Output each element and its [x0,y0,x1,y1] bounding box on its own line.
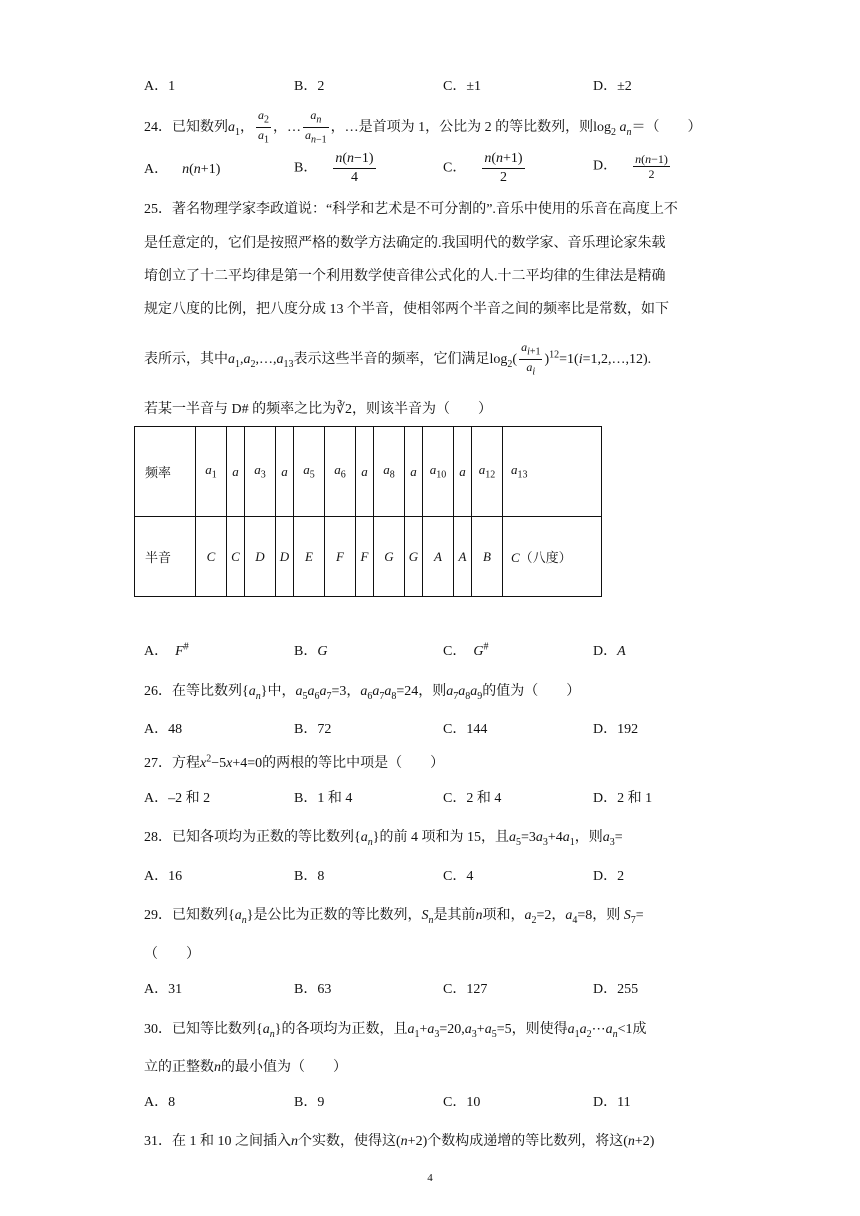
q30-option-d: D．11 [593,1095,631,1110]
q24-stem: 24．已知数列$a_1$， $\frac{a_2}{a_1}$ ，… $\frac{a_n}{a_{n-1}}$ ，…是首项为 1，公比为 2 的等比数列，则$\log_2 a_n=$（ ） [144,108,702,146]
q26-option-d: D．192 [593,722,639,737]
table-cell: a [227,427,245,517]
q29-stem-line-2: （ ） [144,947,200,962]
table-cell: A [454,517,472,597]
table-cell: F [325,517,356,597]
q30-option-a: A．8 [144,1095,176,1110]
q27-stem: 27．方程$x^2-5x+4=0$的两根的等比中项是（ ） [144,753,445,771]
table-cell: G [374,517,405,597]
table-cell: D [245,517,276,597]
page-number: 4 [427,1172,433,1184]
table-cell: G [405,517,423,597]
q27-option-a: A．–2 和 2 [144,791,211,806]
semitone-table [134,426,602,597]
q25-line-3: 堉创立了十二平均律是第一个利用数学使音律公式化的人.十二平均律的生律法是精确 [144,269,666,284]
table-cell: E [294,517,325,597]
table-cell: A [423,517,454,597]
q29-stem: 29．已知数列$\{a_n\}$是公比为正数的等比数列，$S_n$是其前n项和，$a_2=2$，$a_4=8$，则 $S_7=$ [144,908,644,926]
q23-option-b: B．2 [294,79,325,94]
q23-option-d: D．±2 [593,79,632,94]
table-cell: $a_{13}$ [503,427,602,517]
table-cell: C [227,517,245,597]
q27-option-d: D．2 和 1 [593,791,653,806]
q25-option-a: A． F# [144,641,189,659]
q24-text-1: 24．已知数列 [144,120,228,136]
q30-stem: 30．已知等比数列$\{a_n\}$的各项均为正数，且$a_1+a_3=20,a_3+a_5=5$，则使得$a_1a_2\cdots a_n<1$成 [144,1022,647,1040]
row-label-semitone: 半音 [135,517,196,597]
q28-option-c: C．4 [443,869,474,884]
q30-stem-line-2: 立的正整数n的最小值为（ ） [144,1060,347,1075]
q29-option-b: B．63 [294,982,332,997]
q26-option-c: C．144 [443,722,488,737]
table-cell: a [356,427,374,517]
q29-option-a: A．31 [144,982,183,997]
q24-text-3: ＝（ ） [631,120,702,136]
q24-option-b: B． $\frac{n(n-1)}{4}$ [294,151,374,185]
table-cell: B [472,517,503,597]
table-cell: $a_{10}$ [423,427,454,517]
table-cell: C [196,517,227,597]
table-cell: $a_{12}$ [472,427,503,517]
table-cell: $a_3$ [245,427,276,517]
q25-option-b: B．G [294,644,328,659]
q26-option-a: A．48 [144,722,183,737]
table-cell: $a_5$ [294,427,325,517]
q26-stem: 26．在等比数列$\{a_n\}$中，$a_5a_6a_7=3$，$a_6a_7a_8=24$，则$a_7a_8a_9$的值为（ ） [144,684,581,702]
q29-option-d: D．255 [593,982,639,997]
row-label-frequency: 频率 [135,427,196,517]
q28-option-d: D．2 [593,869,625,884]
table-cell: $a_1$ [196,427,227,517]
q25-line-4: 规定八度的比例，把八度分成 13 个半音，使相邻两个半音之间的频率比是常数，如下 [144,302,669,317]
q31-stem: 31．在 1 和 10 之间插入n个实数，使得这(n+2)个数构成递增的等比数列，将这(n+2) [144,1134,655,1149]
q25-option-d: D．A [593,644,626,659]
q23-option-c: C．±1 [443,79,482,94]
q24-text-2: ，…是首项为 1，公比为 2 的等比数列，则 [330,120,594,136]
q25-line-6: 若某一半音与 D# 的频率之比为∛2，则该半音为（ ） [144,402,493,417]
q27-option-c: C．2 和 4 [443,791,502,806]
table-cell: a [405,427,423,517]
table-cell: a [454,427,472,517]
q26-option-b: B．72 [294,722,332,737]
table-cell: C（八度） [503,517,602,597]
table-cell: $a_8$ [374,427,405,517]
q30-option-c: C．10 [443,1095,481,1110]
q24-option-c: C． $\frac{n(n+1)}{2}$ [443,151,523,185]
table-row [135,517,602,597]
q28-option-b: B．8 [294,869,325,884]
q23-option-a: A．1 [144,79,176,94]
q25-line-5: 表所示，其中$a_1,a_2,\dots,a_{13}$表示这些半音的频率，它们满足$\log_2$( $\frac{a_{i+1}}{a_i}$ )$^{12}$=1(i=1,2,…,12). [144,340,652,378]
q28-option-a: A．16 [144,869,183,884]
q25-option-c: C． G# [443,641,489,659]
q24-option-a: A． n(n+1) [144,162,221,177]
table-cell: $a_6$ [325,427,356,517]
q25-line-2: 是任意定的，它们是按照严格的数学方法确定的.我国明代的数学家、音乐理论家朱载 [144,236,666,251]
q27-option-b: B．1 和 4 [294,791,353,806]
table-cell: a [276,427,294,517]
q24-option-d: D． $\frac{n(n-1)}{2}$ [593,152,668,181]
q29-option-c: C．127 [443,982,488,997]
table-cell: F [356,517,374,597]
q25-line-1: 25．著名物理学家李政道说：“科学和艺术是不可分割的”.音乐中使用的乐音在高度上不 [144,202,678,217]
table-cell: D [276,517,294,597]
table-row [135,427,602,517]
q30-option-b: B．9 [294,1095,325,1110]
q28-stem: 28．已知各项均为正数的等比数列$\{a_n\}$的前 4 项和为 15，且$a_5=3a_3+4a_1$，则$a_3=$ [144,830,623,848]
